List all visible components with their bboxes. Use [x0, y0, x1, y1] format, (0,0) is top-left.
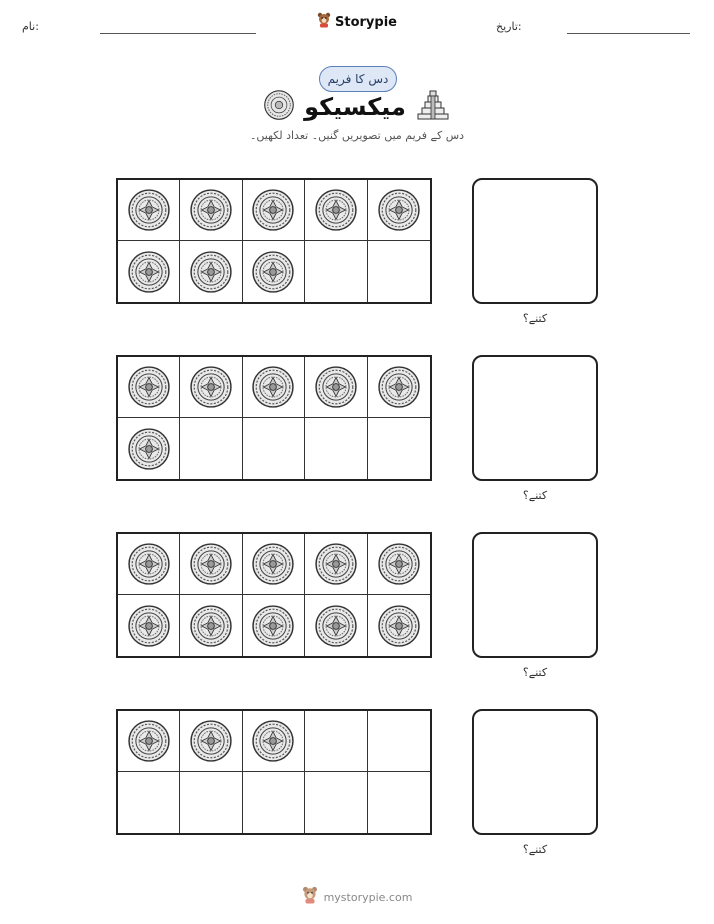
ten-frame-cell — [180, 241, 242, 302]
aztec-calendar-stone-icon — [252, 543, 294, 585]
ten-frame-cell — [180, 357, 242, 418]
ten-frame-cell — [243, 772, 305, 833]
aztec-calendar-stone-icon — [378, 605, 420, 647]
how-many-label: کتنے؟ — [522, 666, 548, 679]
ten-frame-cell — [180, 711, 242, 772]
aztec-calendar-stone-icon — [315, 543, 357, 585]
aztec-calendar-stone-icon — [252, 366, 294, 408]
ten-frame — [116, 178, 432, 304]
how-many-label: کتنے؟ — [522, 843, 548, 856]
aztec-calendar-stone-icon — [128, 543, 170, 585]
ten-frame-cell — [305, 772, 367, 833]
aztec-calendar-stone-icon — [378, 189, 420, 231]
ten-frame-cell — [118, 418, 180, 479]
ten-frame-cell — [243, 534, 305, 595]
aztec-calendar-stone-icon — [128, 189, 170, 231]
aztec-calendar-stone-icon — [128, 428, 170, 470]
aztec-calendar-stone-icon — [128, 251, 170, 293]
ten-frame-cell — [368, 534, 430, 595]
aztec-calendar-stone-icon — [128, 366, 170, 408]
ten-frame-cell — [243, 595, 305, 656]
aztec-calendar-stone-icon — [252, 189, 294, 231]
ten-frame-cell — [118, 711, 180, 772]
ten-frame-cell — [368, 772, 430, 833]
aztec-calendar-stone-icon — [190, 605, 232, 647]
bear-mascot-icon — [317, 12, 331, 32]
ten-frame-cell — [368, 357, 430, 418]
aztec-calendar-stone-icon — [128, 605, 170, 647]
aztec-calendar-stone-icon — [128, 720, 170, 762]
ten-frame-cell — [243, 241, 305, 302]
ten-frame-cell — [118, 772, 180, 833]
aztec-calendar-stone-icon — [252, 251, 294, 293]
aztec-calendar-stone-icon — [378, 366, 420, 408]
footer — [0, 886, 714, 908]
ten-frame-cell — [243, 180, 305, 241]
ten-frame-cell — [305, 357, 367, 418]
aztec-calendar-stone-icon — [190, 366, 232, 408]
aztec-calendar-stone-icon — [315, 189, 357, 231]
ten-frame-cell — [368, 241, 430, 302]
ten-frame-cell — [180, 595, 242, 656]
instructions: دس کے فریم میں تصویریں گنیں۔ تعداد لکھیں۔ — [249, 129, 465, 142]
name-label: نام: — [22, 20, 39, 33]
ten-frame-cell — [305, 418, 367, 479]
date-line — [567, 33, 690, 34]
title-row — [0, 90, 714, 124]
topic-pill: دس کا فریم — [319, 66, 397, 92]
aztec-calendar-stone-icon — [315, 366, 357, 408]
ten-frame-cell — [305, 241, 367, 302]
ten-frame-cell — [305, 595, 367, 656]
footer-site: mystorypie.com — [323, 890, 413, 904]
answer-box[interactable] — [472, 532, 598, 658]
ten-frame — [116, 355, 432, 481]
ten-frame-cell — [368, 595, 430, 656]
date-label: تاریخ: — [496, 20, 522, 33]
ten-frame-cell — [180, 772, 242, 833]
aztec-calendar-stone-icon — [190, 251, 232, 293]
ten-frame-cell — [180, 418, 242, 479]
answer-box[interactable] — [472, 709, 598, 835]
aztec-calendar-stone-icon — [252, 720, 294, 762]
ten-frame-cell — [118, 357, 180, 418]
answer-box[interactable] — [472, 355, 598, 481]
aztec-calendar-stone-icon — [190, 543, 232, 585]
ten-frame-cell — [368, 418, 430, 479]
how-many-label: کتنے؟ — [522, 312, 548, 325]
bear-mascot-icon — [302, 886, 318, 908]
ten-frame-cell — [305, 180, 367, 241]
ten-frame-cell — [305, 711, 367, 772]
brand-name: Storypie — [335, 14, 397, 30]
how-many-label: کتنے؟ — [522, 489, 548, 502]
ten-frame-cell — [118, 595, 180, 656]
ten-frame-cell — [180, 180, 242, 241]
ten-frame-cell — [243, 357, 305, 418]
ten-frame-cell — [118, 534, 180, 595]
ten-frame-cell — [118, 241, 180, 302]
ten-frame-cell — [368, 711, 430, 772]
ten-frame-cell — [118, 180, 180, 241]
answer-box[interactable] — [472, 178, 598, 304]
page-title: میکسیکو — [304, 93, 406, 121]
ten-frame-cell — [243, 711, 305, 772]
brand-logo — [0, 12, 714, 32]
aztec-calendar-stone-icon — [190, 189, 232, 231]
aztec-calendar-stone-icon — [315, 605, 357, 647]
aztec-calendar-stone-icon — [252, 605, 294, 647]
mayan-pyramid-icon — [416, 90, 450, 124]
ten-frame-cell — [368, 180, 430, 241]
aztec-calendar-stone-icon — [190, 720, 232, 762]
aztec-calendar-stone-icon — [378, 543, 420, 585]
ten-frame — [116, 532, 432, 658]
ten-frame-cell — [180, 534, 242, 595]
ten-frame-cell — [305, 534, 367, 595]
ten-frame — [116, 709, 432, 835]
ten-frame-cell — [243, 418, 305, 479]
name-line — [100, 33, 256, 34]
aztec-calendar-stone-icon — [264, 90, 294, 124]
